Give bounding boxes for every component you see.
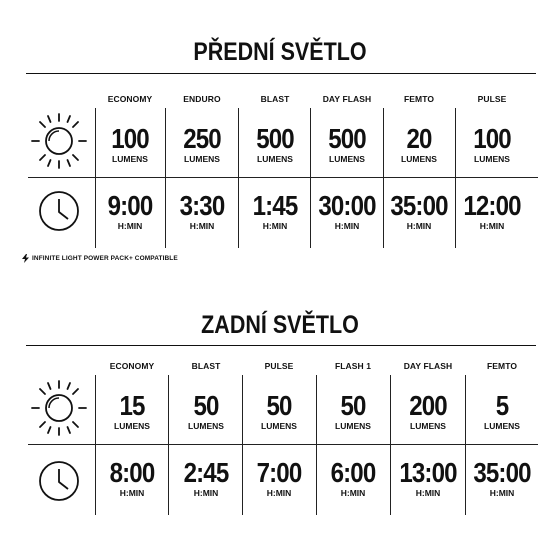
lumens-unit: LUMENS xyxy=(401,154,437,164)
lightning-bolt-icon xyxy=(22,254,29,263)
runtime-value: 30:00 xyxy=(318,190,376,221)
runtime-unit: H:MIN xyxy=(117,221,143,231)
lumens-unit: LUMENS xyxy=(335,421,371,431)
mode-name: FLASH 1 xyxy=(334,361,372,371)
front-title-rule xyxy=(26,73,536,74)
lumens-unit: LUMENS xyxy=(329,154,365,164)
rear-row-divider xyxy=(28,444,538,445)
lumens-value: 100 xyxy=(111,123,149,154)
runtime-unit: H:MIN xyxy=(189,221,215,231)
sun-icon xyxy=(28,377,90,439)
lumens-unit: LUMENS xyxy=(410,421,446,431)
mode-name: FEMTO xyxy=(403,94,435,104)
runtime-value: 1:45 xyxy=(252,190,298,221)
lumens-value: 50 xyxy=(193,390,219,421)
front-light-title: PŘEDNÍ SVĚTLO xyxy=(193,38,367,66)
mode-name: ECONOMY xyxy=(107,94,153,104)
lumens-value: 500 xyxy=(256,123,294,154)
rear-divider xyxy=(390,375,391,515)
rear-divider xyxy=(168,375,169,515)
mode-name: ECONOMY xyxy=(109,361,155,371)
runtime-value: 3:30 xyxy=(179,190,225,221)
runtime-unit: H:MIN xyxy=(479,221,505,231)
clock-icon xyxy=(28,450,90,512)
mode-name: BLAST xyxy=(191,361,221,371)
runtime-value: 35:00 xyxy=(390,190,448,221)
mode-name: PULSE xyxy=(477,94,507,104)
lumens-value: 50 xyxy=(340,390,366,421)
mode-name: ENDURO xyxy=(183,94,221,104)
lumens-unit: LUMENS xyxy=(261,421,297,431)
mode-name: DAY FLASH xyxy=(322,94,372,104)
lumens-value: 500 xyxy=(328,123,366,154)
lumens-value: 100 xyxy=(473,123,511,154)
runtime-value: 8:00 xyxy=(109,457,155,488)
runtime-unit: H:MIN xyxy=(415,488,441,498)
mode-name: FEMTO xyxy=(486,361,518,371)
lumens-value: 5 xyxy=(495,390,509,421)
runtime-value: 6:00 xyxy=(330,457,376,488)
mode-name: BLAST xyxy=(260,94,290,104)
rear-title-rule xyxy=(26,345,536,346)
lumens-unit: LUMENS xyxy=(474,154,510,164)
lumens-value: 200 xyxy=(409,390,447,421)
mode-name: PULSE xyxy=(264,361,294,371)
runtime-value: 13:00 xyxy=(399,457,457,488)
sun-icon xyxy=(28,110,90,172)
front-row-divider xyxy=(28,177,538,178)
lumens-value: 50 xyxy=(266,390,292,421)
lumens-unit: LUMENS xyxy=(484,421,520,431)
runtime-value: 35:00 xyxy=(473,457,531,488)
runtime-unit: H:MIN xyxy=(266,488,292,498)
runtime-unit: H:MIN xyxy=(119,488,145,498)
runtime-unit: H:MIN xyxy=(334,221,360,231)
compatibility-note xyxy=(22,254,178,263)
runtime-value: 2:45 xyxy=(183,457,229,488)
lumens-value: 15 xyxy=(119,390,145,421)
lumens-unit: LUMENS xyxy=(114,421,150,431)
lumens-unit: LUMENS xyxy=(188,421,224,431)
runtime-value: 9:00 xyxy=(107,190,153,221)
lumens-unit: LUMENS xyxy=(184,154,220,164)
runtime-unit: H:MIN xyxy=(262,221,288,231)
runtime-unit: H:MIN xyxy=(340,488,366,498)
runtime-unit: H:MIN xyxy=(489,488,515,498)
lumens-value: 20 xyxy=(406,123,432,154)
rear-light-title: ZADNÍ SVĚTLO xyxy=(201,311,359,339)
runtime-unit: H:MIN xyxy=(406,221,432,231)
lumens-unit: LUMENS xyxy=(257,154,293,164)
runtime-value: 7:00 xyxy=(256,457,302,488)
clock-icon xyxy=(28,180,90,242)
lumens-value: 250 xyxy=(183,123,221,154)
runtime-value: 12:00 xyxy=(463,190,521,221)
lumens-unit: LUMENS xyxy=(112,154,148,164)
mode-name: DAY FLASH xyxy=(403,361,453,371)
runtime-unit: H:MIN xyxy=(193,488,219,498)
compatibility-note-text: INFINITE LIGHT POWER PACK+ COMPATIBLE xyxy=(32,255,178,262)
